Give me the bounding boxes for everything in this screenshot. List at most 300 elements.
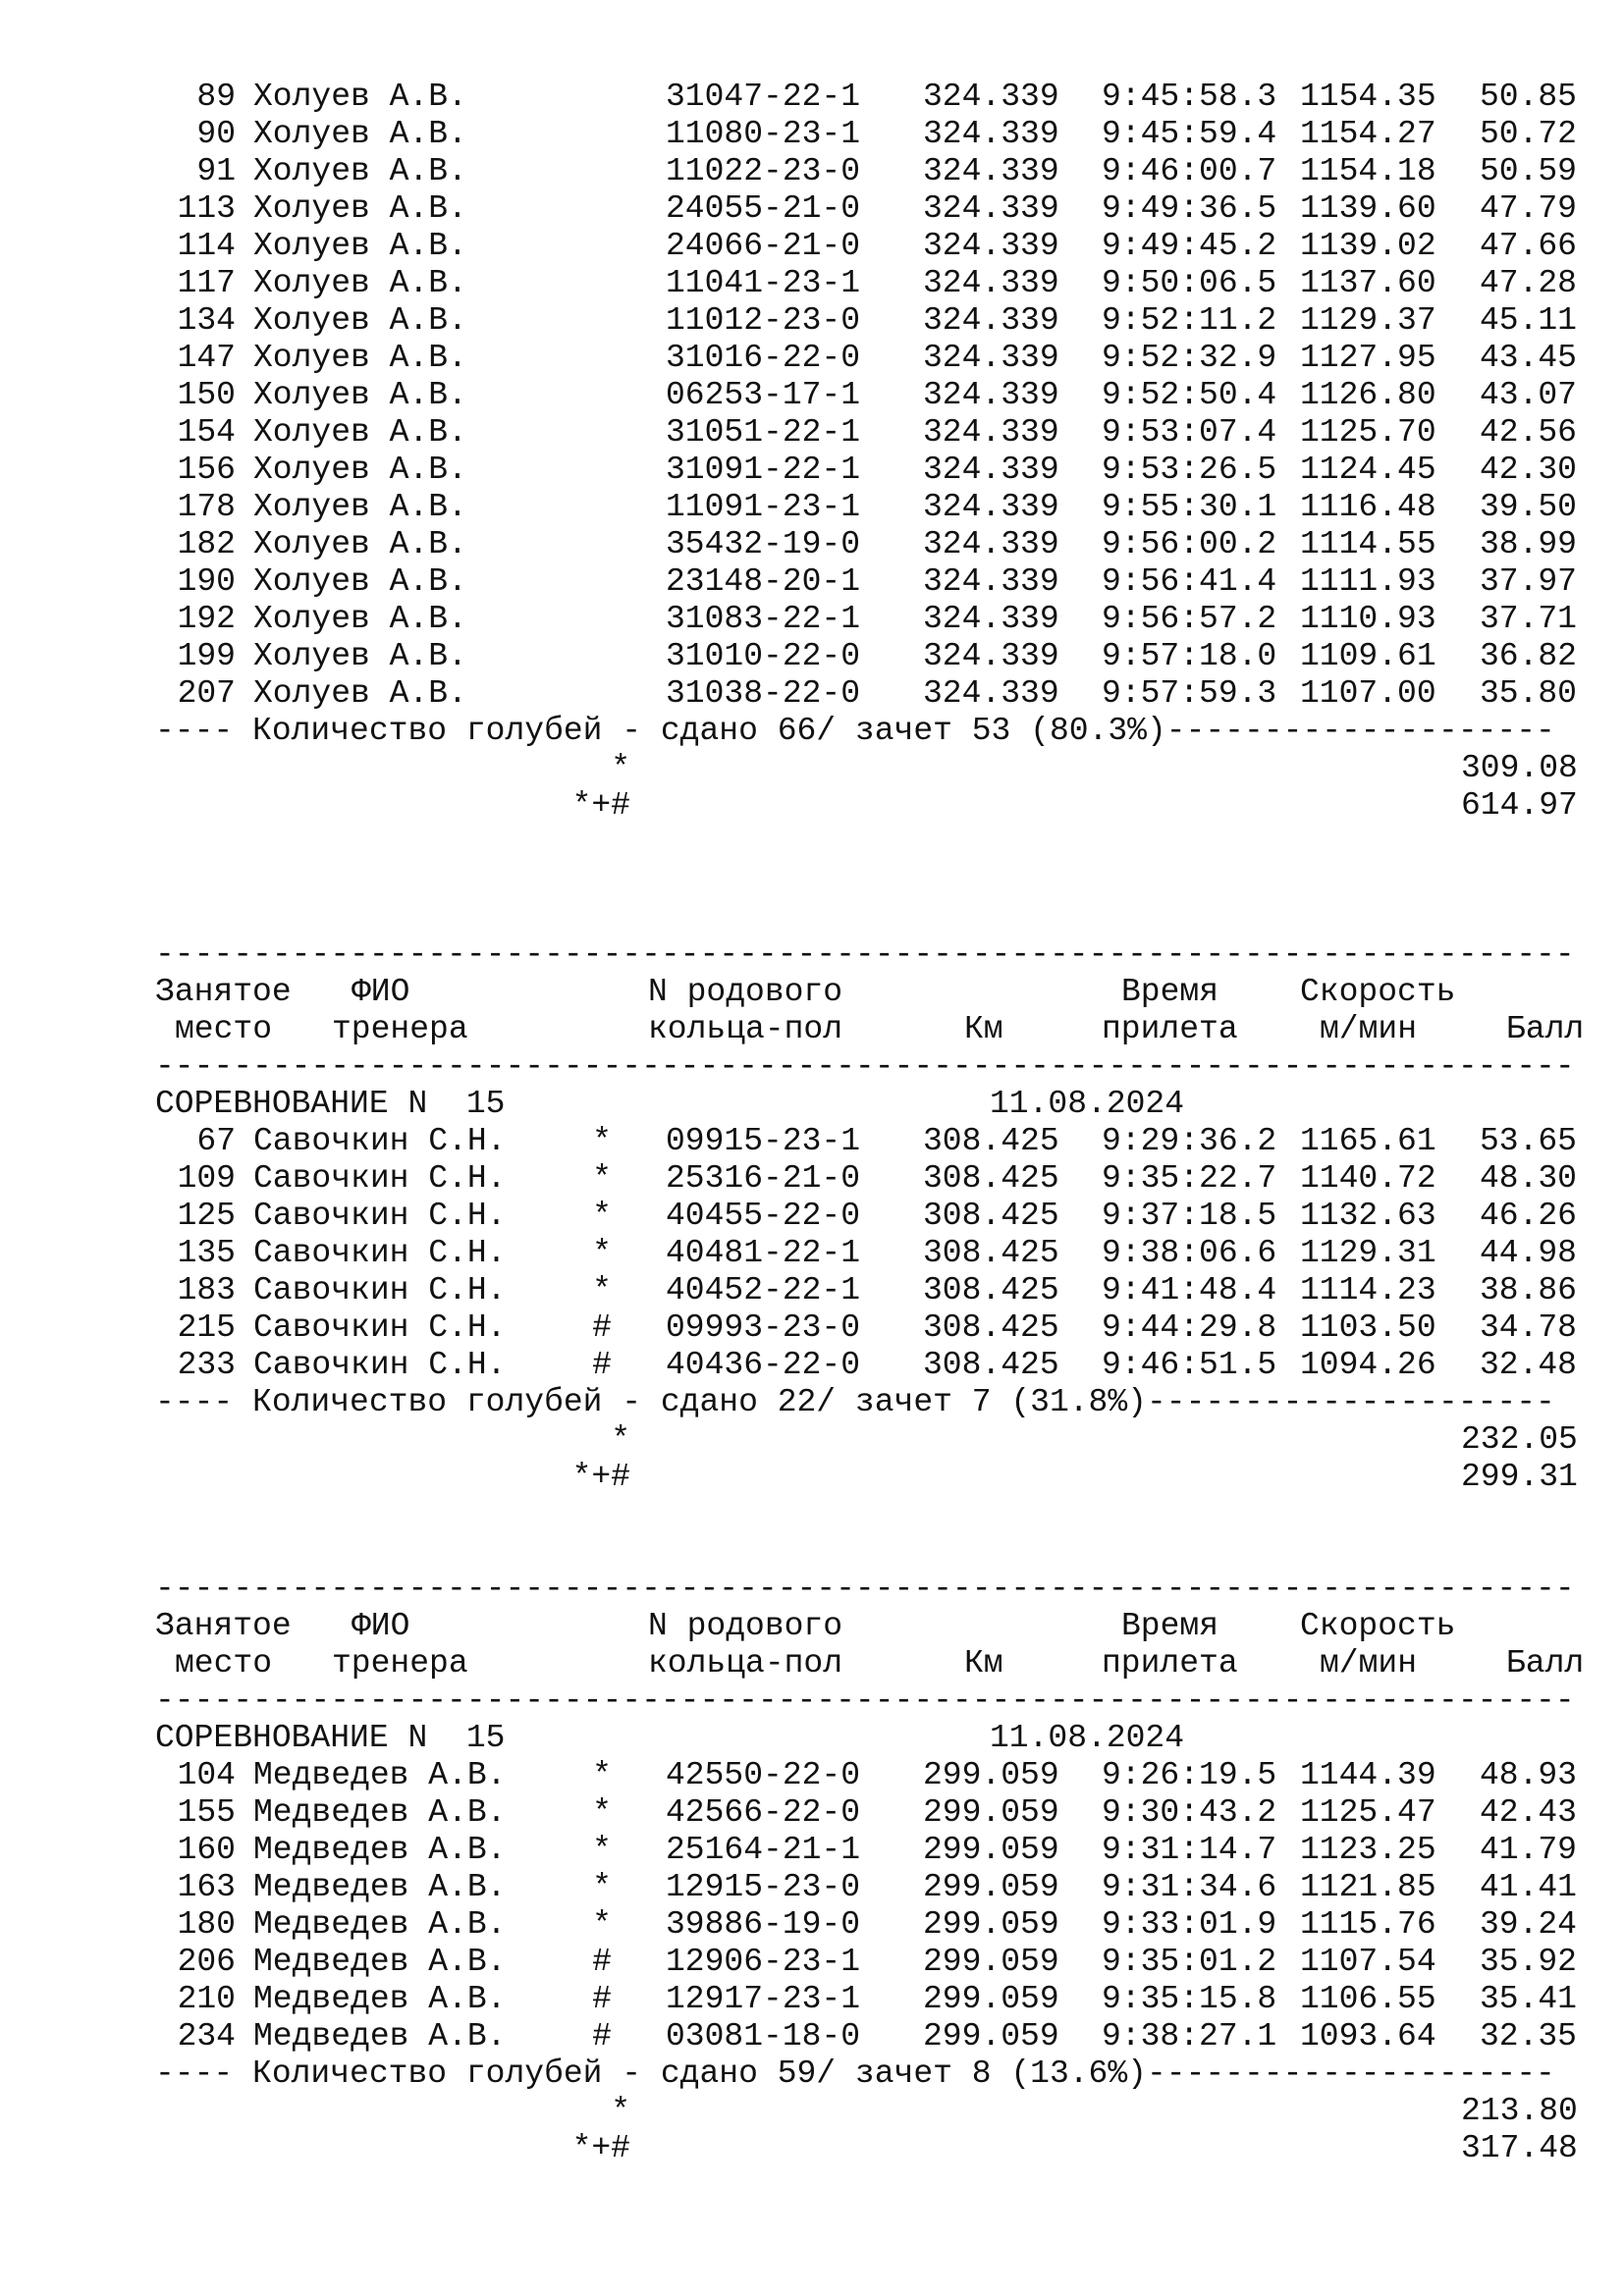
name-cell: Савочкин С.Н. bbox=[253, 1309, 507, 1346]
place-cell: 147 bbox=[177, 340, 236, 376]
speed-cell: 1165.61 bbox=[1300, 1123, 1436, 1159]
ball-cell: 37.97 bbox=[1479, 563, 1577, 600]
place-cell: 207 bbox=[177, 675, 236, 712]
name-cell: Савочкин С.Н. bbox=[253, 1272, 507, 1308]
km-cell: 324.339 bbox=[923, 489, 1059, 525]
speed-cell: 1115.76 bbox=[1300, 1906, 1436, 1943]
mark-cell: * bbox=[592, 1160, 612, 1197]
competition-title: СОРЕВНОВАНИЕ N 15 bbox=[155, 1086, 506, 1122]
table-row bbox=[155, 1235, 1577, 1272]
header-ring: N родового bbox=[648, 974, 843, 1010]
ring-cell: 31047-22-1 bbox=[666, 79, 861, 115]
summary-value: 213.80 bbox=[1461, 2093, 1578, 2129]
competition-date: 11.08.2024 bbox=[990, 1720, 1185, 1756]
header-speed-2: м/мин bbox=[1320, 1645, 1418, 1682]
name-cell: Холуев А.В. bbox=[253, 601, 467, 637]
km-cell: 299.059 bbox=[923, 1906, 1059, 1943]
ring-cell: 11022-23-0 bbox=[666, 153, 861, 189]
time-cell: 9:56:41.4 bbox=[1102, 563, 1277, 600]
summary-value: 299.31 bbox=[1461, 1459, 1578, 1495]
speed-cell: 1129.31 bbox=[1300, 1235, 1436, 1271]
header-ring-2: кольца-пол bbox=[648, 1011, 843, 1047]
table-row bbox=[155, 1309, 1577, 1347]
block-2 bbox=[155, 936, 1585, 1496]
place-cell: 182 bbox=[177, 526, 236, 562]
ring-cell: 11091-23-1 bbox=[666, 489, 861, 525]
ring-cell: 31051-22-1 bbox=[666, 414, 861, 451]
ring-cell: 40452-22-1 bbox=[666, 1272, 861, 1308]
time-cell: 9:50:06.5 bbox=[1102, 265, 1277, 301]
ball-cell: 47.28 bbox=[1479, 265, 1577, 301]
name-cell: Холуев А.В. bbox=[253, 116, 467, 152]
ring-cell: 23148-20-1 bbox=[666, 563, 861, 600]
header-speed: Скорость bbox=[1300, 974, 1456, 1010]
name-cell: Холуев А.В. bbox=[253, 638, 467, 674]
km-cell: 324.339 bbox=[923, 452, 1059, 488]
km-cell: 308.425 bbox=[923, 1272, 1059, 1308]
table-row bbox=[155, 1272, 1577, 1309]
name-cell: Савочкин С.Н. bbox=[253, 1198, 507, 1234]
mark-cell: # bbox=[592, 1309, 612, 1346]
speed-cell: 1094.26 bbox=[1300, 1347, 1436, 1383]
summary-value: 317.48 bbox=[1461, 2130, 1578, 2166]
time-cell: 9:35:22.7 bbox=[1102, 1160, 1277, 1197]
summary-symbol: *+# bbox=[571, 787, 630, 824]
ball-cell: 47.66 bbox=[1479, 228, 1577, 264]
km-cell: 299.059 bbox=[923, 1944, 1059, 1980]
speed-cell: 1106.55 bbox=[1300, 1981, 1436, 2017]
table-row bbox=[155, 1198, 1577, 1235]
rule-text: ------------------------------------------------------------------------- bbox=[155, 1048, 1575, 1085]
place-cell: 117 bbox=[177, 265, 236, 301]
place-cell: 234 bbox=[177, 2018, 236, 2055]
place-cell: 163 bbox=[177, 1869, 236, 1905]
km-cell: 299.059 bbox=[923, 1869, 1059, 1905]
name-cell: Холуев А.В. bbox=[253, 452, 467, 488]
table-row bbox=[155, 563, 1577, 601]
place-cell: 91 bbox=[196, 153, 236, 189]
speed-cell: 1111.93 bbox=[1300, 563, 1436, 600]
header-ring: N родового bbox=[648, 1608, 843, 1644]
summary-value: 614.97 bbox=[1461, 787, 1578, 824]
place-cell: 156 bbox=[177, 452, 236, 488]
speed-cell: 1107.54 bbox=[1300, 1944, 1436, 1980]
place-cell: 154 bbox=[177, 414, 236, 451]
time-cell: 9:56:00.2 bbox=[1102, 526, 1277, 562]
ring-cell: 25316-21-0 bbox=[666, 1160, 861, 1197]
summary-star-plus-hash bbox=[155, 2130, 1578, 2167]
header-name: ФИО bbox=[352, 1608, 410, 1644]
ring-cell: 40455-22-0 bbox=[666, 1198, 861, 1234]
header-place-2: место bbox=[175, 1011, 273, 1047]
mark-cell: # bbox=[592, 1347, 612, 1383]
ring-cell: 25164-21-1 bbox=[666, 1832, 861, 1868]
place-cell: 113 bbox=[177, 190, 236, 227]
name-cell: Медведев А.В. bbox=[253, 1869, 507, 1905]
speed-cell: 1123.25 bbox=[1300, 1832, 1436, 1868]
table-row bbox=[155, 1757, 1577, 1794]
ring-cell: 03081-18-0 bbox=[666, 2018, 861, 2055]
competition-line bbox=[155, 1720, 1185, 1757]
km-cell: 324.339 bbox=[923, 79, 1059, 115]
km-cell: 324.339 bbox=[923, 526, 1059, 562]
speed-cell: 1139.60 bbox=[1300, 190, 1436, 227]
table-row bbox=[155, 1944, 1577, 1981]
block-1 bbox=[155, 79, 1578, 825]
ring-cell: 42566-22-0 bbox=[666, 1794, 861, 1831]
ball-cell: 38.86 bbox=[1479, 1272, 1577, 1308]
speed-cell: 1107.00 bbox=[1300, 675, 1436, 712]
table-row bbox=[155, 1869, 1577, 1906]
rows-block-3 bbox=[155, 1757, 1577, 2056]
table-row bbox=[155, 1123, 1577, 1160]
ball-cell: 45.11 bbox=[1479, 302, 1577, 339]
time-cell: 9:49:36.5 bbox=[1102, 190, 1277, 227]
time-cell: 9:38:27.1 bbox=[1102, 2018, 1277, 2055]
summary-star-plus-hash bbox=[155, 787, 1578, 825]
header-ball: Балл bbox=[1506, 1645, 1585, 1682]
time-cell: 9:44:29.8 bbox=[1102, 1309, 1277, 1346]
rule-text: ------------------------------------------------------------------------- bbox=[155, 1682, 1575, 1719]
place-cell: 134 bbox=[177, 302, 236, 339]
ball-cell: 39.24 bbox=[1479, 1906, 1577, 1943]
header-name-2: тренера bbox=[332, 1645, 468, 1682]
mark-cell: * bbox=[592, 1794, 612, 1831]
pigeon-count-line bbox=[155, 713, 1555, 750]
place-cell: 67 bbox=[196, 1123, 236, 1159]
table-row bbox=[155, 1981, 1577, 2018]
speed-cell: 1137.60 bbox=[1300, 265, 1436, 301]
speed-cell: 1140.72 bbox=[1300, 1160, 1436, 1197]
ring-cell: 09915-23-1 bbox=[666, 1123, 861, 1159]
ball-cell: 32.35 bbox=[1479, 2018, 1577, 2055]
time-cell: 9:38:06.6 bbox=[1102, 1235, 1277, 1271]
place-cell: 135 bbox=[177, 1235, 236, 1271]
km-cell: 324.339 bbox=[923, 265, 1059, 301]
time-cell: 9:30:43.2 bbox=[1102, 1794, 1277, 1831]
time-cell: 9:52:50.4 bbox=[1102, 377, 1277, 413]
km-cell: 299.059 bbox=[923, 1832, 1059, 1868]
place-cell: 90 bbox=[196, 116, 236, 152]
km-cell: 308.425 bbox=[923, 1160, 1059, 1197]
name-cell: Медведев А.В. bbox=[253, 1794, 507, 1831]
time-cell: 9:57:18.0 bbox=[1102, 638, 1277, 674]
mark-cell: * bbox=[592, 1832, 612, 1868]
time-cell: 9:45:58.3 bbox=[1102, 79, 1277, 115]
pigeon-count-text: ---- Количество голубей - сдано 22/ зачет 7 (31.8%)--------------------- bbox=[155, 1384, 1555, 1420]
km-cell: 324.339 bbox=[923, 340, 1059, 376]
km-cell: 324.339 bbox=[923, 153, 1059, 189]
ball-cell: 37.71 bbox=[1479, 601, 1577, 637]
place-cell: 160 bbox=[177, 1832, 236, 1868]
table-row bbox=[155, 1160, 1577, 1198]
competition-date: 11.08.2024 bbox=[990, 1086, 1185, 1122]
time-cell: 9:56:57.2 bbox=[1102, 601, 1277, 637]
rule-text: ------------------------------------------------------------------------- bbox=[155, 1571, 1575, 1607]
time-cell: 9:53:26.5 bbox=[1102, 452, 1277, 488]
speed-cell: 1132.63 bbox=[1300, 1198, 1436, 1234]
speed-cell: 1116.48 bbox=[1300, 489, 1436, 525]
km-cell: 299.059 bbox=[923, 1757, 1059, 1793]
time-cell: 9:29:36.2 bbox=[1102, 1123, 1277, 1159]
speed-cell: 1154.35 bbox=[1300, 79, 1436, 115]
header-km: Км bbox=[964, 1645, 1003, 1682]
ball-cell: 42.43 bbox=[1479, 1794, 1577, 1831]
time-cell: 9:53:07.4 bbox=[1102, 414, 1277, 451]
km-cell: 324.339 bbox=[923, 414, 1059, 451]
time-cell: 9:26:19.5 bbox=[1102, 1757, 1277, 1793]
header-speed: Скорость bbox=[1300, 1608, 1456, 1644]
header-time-2: прилета bbox=[1102, 1645, 1238, 1682]
mark-cell: * bbox=[592, 1906, 612, 1943]
table-row bbox=[155, 489, 1577, 526]
pigeon-count-text: ---- Количество голубей - сдано 59/ зачет 8 (13.6%)--------------------- bbox=[155, 2056, 1555, 2092]
competition-title: СОРЕВНОВАНИЕ N 15 bbox=[155, 1720, 506, 1756]
place-cell: 210 bbox=[177, 1981, 236, 2017]
summary-star bbox=[155, 1421, 1578, 1459]
table-row bbox=[155, 2018, 1577, 2056]
ring-cell: 35432-19-0 bbox=[666, 526, 861, 562]
mark-cell: * bbox=[592, 1123, 612, 1159]
place-cell: 233 bbox=[177, 1347, 236, 1383]
name-cell: Холуев А.В. bbox=[253, 79, 467, 115]
competition-line bbox=[155, 1086, 1185, 1123]
place-cell: 109 bbox=[177, 1160, 236, 1197]
table-row bbox=[155, 1794, 1577, 1832]
header-time-2: прилета bbox=[1102, 1011, 1238, 1047]
table-row bbox=[155, 79, 1577, 116]
name-cell: Холуев А.В. bbox=[253, 228, 467, 264]
ball-cell: 42.30 bbox=[1479, 452, 1577, 488]
table-row bbox=[155, 414, 1577, 452]
ball-cell: 50.85 bbox=[1479, 79, 1577, 115]
ring-cell: 31083-22-1 bbox=[666, 601, 861, 637]
pigeon-count-line bbox=[155, 2056, 1555, 2093]
header-time: Время bbox=[1121, 974, 1219, 1010]
name-cell: Медведев А.В. bbox=[253, 1944, 507, 1980]
km-cell: 324.339 bbox=[923, 302, 1059, 339]
header-ball: Балл bbox=[1506, 1011, 1585, 1047]
speed-cell: 1126.80 bbox=[1300, 377, 1436, 413]
speed-cell: 1127.95 bbox=[1300, 340, 1436, 376]
table-row bbox=[155, 1347, 1577, 1384]
time-cell: 9:35:01.2 bbox=[1102, 1944, 1277, 1980]
table-row bbox=[155, 190, 1577, 228]
table-row bbox=[155, 526, 1577, 563]
speed-cell: 1125.70 bbox=[1300, 414, 1436, 451]
speed-cell: 1121.85 bbox=[1300, 1869, 1436, 1905]
time-cell: 9:49:45.2 bbox=[1102, 228, 1277, 264]
rows-block-1 bbox=[155, 79, 1577, 713]
header-row-1 bbox=[155, 974, 1456, 1011]
spacer bbox=[155, 899, 272, 936]
ring-cell: 40436-22-0 bbox=[666, 1347, 861, 1383]
speed-cell: 1154.18 bbox=[1300, 153, 1436, 189]
mark-cell: # bbox=[592, 1944, 612, 1980]
speed-cell: 1110.93 bbox=[1300, 601, 1436, 637]
speed-cell: 1139.02 bbox=[1300, 228, 1436, 264]
table-row bbox=[155, 265, 1577, 302]
name-cell: Холуев А.В. bbox=[253, 377, 467, 413]
km-cell: 308.425 bbox=[923, 1347, 1059, 1383]
ball-cell: 34.78 bbox=[1479, 1309, 1577, 1346]
time-cell: 9:41:48.4 bbox=[1102, 1272, 1277, 1308]
km-cell: 324.339 bbox=[923, 116, 1059, 152]
ball-cell: 50.72 bbox=[1479, 116, 1577, 152]
time-cell: 9:33:01.9 bbox=[1102, 1906, 1277, 1943]
place-cell: 199 bbox=[177, 638, 236, 674]
place-cell: 150 bbox=[177, 377, 236, 413]
ring-cell: 40481-22-1 bbox=[666, 1235, 861, 1271]
time-cell: 9:57:59.3 bbox=[1102, 675, 1277, 712]
ring-cell: 12906-23-1 bbox=[666, 1944, 861, 1980]
ring-cell: 06253-17-1 bbox=[666, 377, 861, 413]
table-row bbox=[155, 228, 1577, 265]
ring-cell: 31016-22-0 bbox=[666, 340, 861, 376]
km-cell: 308.425 bbox=[923, 1123, 1059, 1159]
name-cell: Холуев А.В. bbox=[253, 302, 467, 339]
place-cell: 114 bbox=[177, 228, 236, 264]
pigeon-count-text: ---- Количество голубей - сдано 66/ зачет 53 (80.3%)-------------------- bbox=[155, 713, 1555, 749]
time-cell: 9:31:14.7 bbox=[1102, 1832, 1277, 1868]
header-rule bbox=[155, 1571, 1575, 1608]
ball-cell: 44.98 bbox=[1479, 1235, 1577, 1271]
header-rule bbox=[155, 1682, 1575, 1720]
table-row bbox=[155, 675, 1577, 713]
km-cell: 324.339 bbox=[923, 675, 1059, 712]
rule-text: ------------------------------------------------------------------------- bbox=[155, 936, 1575, 973]
header-name: ФИО bbox=[352, 974, 410, 1010]
km-cell: 299.059 bbox=[923, 2018, 1059, 2055]
place-cell: 178 bbox=[177, 489, 236, 525]
header-row-2 bbox=[155, 1645, 1585, 1682]
time-cell: 9:52:32.9 bbox=[1102, 340, 1277, 376]
name-cell: Холуев А.В. bbox=[253, 563, 467, 600]
summary-symbol: *+# bbox=[571, 1459, 630, 1495]
name-cell: Савочкин С.Н. bbox=[253, 1235, 507, 1271]
name-cell: Савочкин С.Н. bbox=[253, 1160, 507, 1197]
mark-cell: * bbox=[592, 1235, 612, 1271]
ring-cell: 12917-23-1 bbox=[666, 1981, 861, 2017]
name-cell: Холуев А.В. bbox=[253, 526, 467, 562]
name-cell: Медведев А.В. bbox=[253, 2018, 507, 2055]
ring-cell: 12915-23-0 bbox=[666, 1869, 861, 1905]
km-cell: 324.339 bbox=[923, 228, 1059, 264]
header-name-2: тренера bbox=[332, 1011, 468, 1047]
ball-cell: 53.65 bbox=[1479, 1123, 1577, 1159]
speed-cell: 1154.27 bbox=[1300, 116, 1436, 152]
km-cell: 308.425 bbox=[923, 1235, 1059, 1271]
km-cell: 308.425 bbox=[923, 1198, 1059, 1234]
table-row bbox=[155, 302, 1577, 340]
table-row bbox=[155, 1832, 1577, 1869]
ring-cell: 09993-23-0 bbox=[666, 1309, 861, 1346]
spacer bbox=[155, 1496, 272, 1571]
table-row bbox=[155, 340, 1577, 377]
spacer bbox=[155, 825, 272, 899]
ball-cell: 48.93 bbox=[1479, 1757, 1577, 1793]
place-cell: 180 bbox=[177, 1906, 236, 1943]
speed-cell: 1093.64 bbox=[1300, 2018, 1436, 2055]
time-cell: 9:31:34.6 bbox=[1102, 1869, 1277, 1905]
summary-star bbox=[155, 750, 1578, 787]
speed-cell: 1124.45 bbox=[1300, 452, 1436, 488]
km-cell: 324.339 bbox=[923, 377, 1059, 413]
speed-cell: 1109.61 bbox=[1300, 638, 1436, 674]
speed-cell: 1129.37 bbox=[1300, 302, 1436, 339]
name-cell: Холуев А.В. bbox=[253, 489, 467, 525]
place-cell: 215 bbox=[177, 1309, 236, 1346]
ring-cell: 31010-22-0 bbox=[666, 638, 861, 674]
name-cell: Холуев А.В. bbox=[253, 414, 467, 451]
ball-cell: 43.45 bbox=[1479, 340, 1577, 376]
ring-cell: 11012-23-0 bbox=[666, 302, 861, 339]
ball-cell: 35.80 bbox=[1479, 675, 1577, 712]
table-row bbox=[155, 601, 1577, 638]
summary-value: 309.08 bbox=[1461, 750, 1578, 786]
time-cell: 9:55:30.1 bbox=[1102, 489, 1277, 525]
mark-cell: # bbox=[592, 1981, 612, 2017]
header-time: Время bbox=[1121, 1608, 1219, 1644]
km-cell: 324.339 bbox=[923, 190, 1059, 227]
name-cell: Медведев А.В. bbox=[253, 1906, 507, 1943]
place-cell: 89 bbox=[196, 79, 236, 115]
ball-cell: 47.79 bbox=[1479, 190, 1577, 227]
summary-star bbox=[155, 2093, 1578, 2130]
ball-cell: 46.26 bbox=[1479, 1198, 1577, 1234]
ring-cell: 39886-19-0 bbox=[666, 1906, 861, 1943]
speed-cell: 1144.39 bbox=[1300, 1757, 1436, 1793]
km-cell: 299.059 bbox=[923, 1794, 1059, 1831]
header-rule bbox=[155, 1048, 1575, 1086]
mark-cell: * bbox=[592, 1198, 612, 1234]
ball-cell: 41.79 bbox=[1479, 1832, 1577, 1868]
speed-cell: 1114.55 bbox=[1300, 526, 1436, 562]
km-cell: 324.339 bbox=[923, 601, 1059, 637]
time-cell: 9:35:15.8 bbox=[1102, 1981, 1277, 2017]
ball-cell: 35.92 bbox=[1479, 1944, 1577, 1980]
km-cell: 324.339 bbox=[923, 563, 1059, 600]
header-place: Занятое bbox=[155, 1608, 292, 1644]
header-row-1 bbox=[155, 1608, 1456, 1645]
time-cell: 9:52:11.2 bbox=[1102, 302, 1277, 339]
place-cell: 183 bbox=[177, 1272, 236, 1308]
name-cell: Савочкин С.Н. bbox=[253, 1347, 507, 1383]
ball-cell: 48.30 bbox=[1479, 1160, 1577, 1197]
speed-cell: 1103.50 bbox=[1300, 1309, 1436, 1346]
name-cell: Савочкин С.Н. bbox=[253, 1123, 507, 1159]
ring-cell: 24055-21-0 bbox=[666, 190, 861, 227]
ball-cell: 38.99 bbox=[1479, 526, 1577, 562]
table-row bbox=[155, 452, 1577, 489]
time-cell: 9:37:18.5 bbox=[1102, 1198, 1277, 1234]
table-row bbox=[155, 153, 1577, 190]
ring-cell: 24066-21-0 bbox=[666, 228, 861, 264]
km-cell: 324.339 bbox=[923, 638, 1059, 674]
ball-cell: 35.41 bbox=[1479, 1981, 1577, 2017]
table-row bbox=[155, 638, 1577, 675]
table-row bbox=[155, 116, 1577, 153]
ring-cell: 11080-23-1 bbox=[666, 116, 861, 152]
ring-cell: 11041-23-1 bbox=[666, 265, 861, 301]
place-cell: 104 bbox=[177, 1757, 236, 1793]
header-place-2: место bbox=[175, 1645, 273, 1682]
ball-cell: 50.59 bbox=[1479, 153, 1577, 189]
name-cell: Холуев А.В. bbox=[253, 675, 467, 712]
header-row-2 bbox=[155, 1011, 1585, 1048]
place-cell: 192 bbox=[177, 601, 236, 637]
ring-cell: 31091-22-1 bbox=[666, 452, 861, 488]
